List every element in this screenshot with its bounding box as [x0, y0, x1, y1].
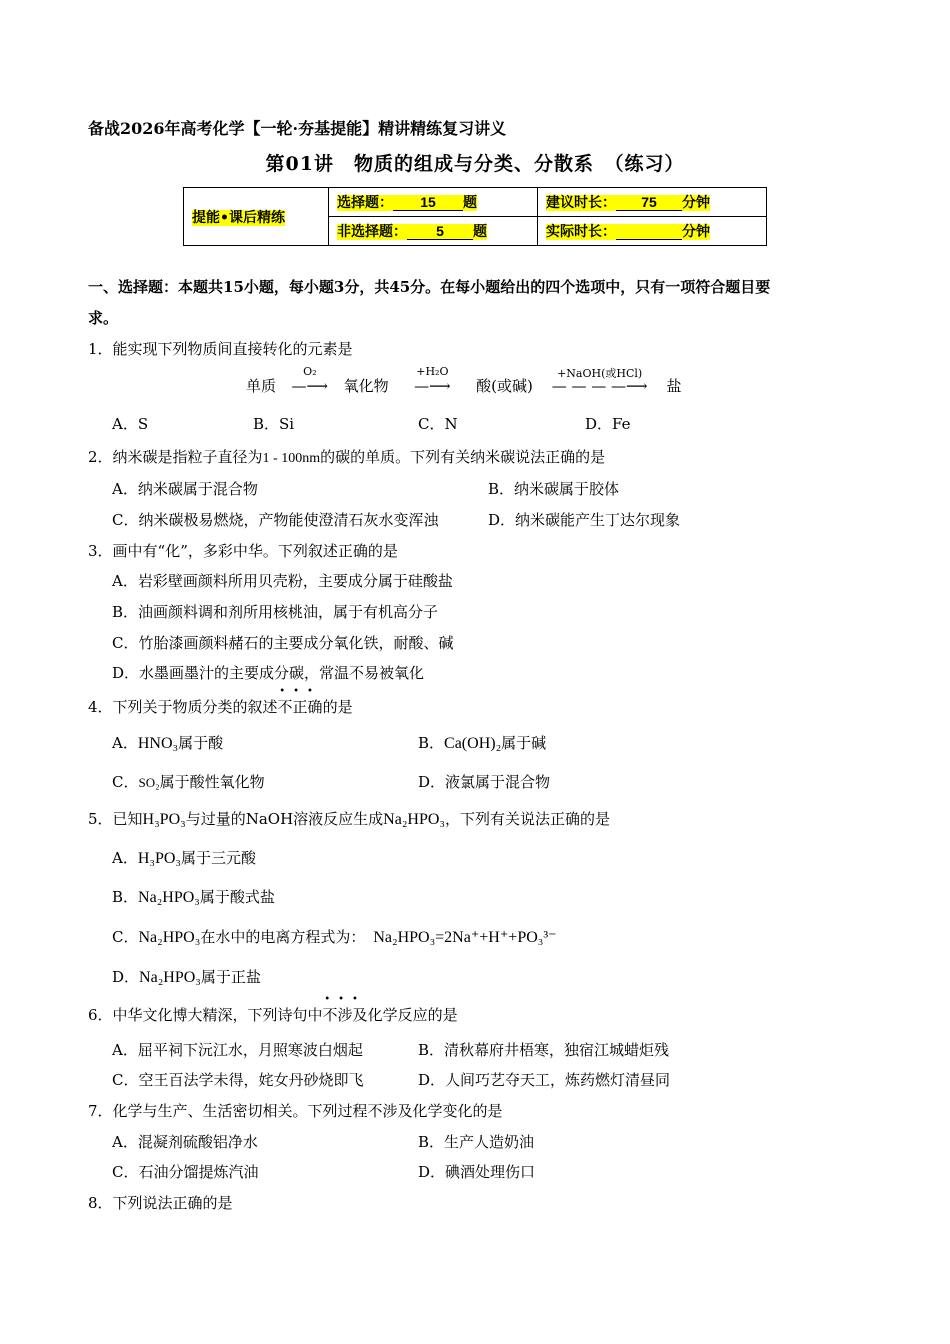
question-5-option-d [112, 966, 261, 987]
question-7-option-a: A．混凝剂硫酸铝净水 [112, 1133, 258, 1151]
arrow-icon: +H₂O —⟶ [393, 377, 471, 395]
stem-text: 与过量的NaOH溶液反应生成 [185, 810, 384, 828]
question-7-option-d: D．碘酒处理伤口 [418, 1163, 536, 1181]
chain-item: 单质 [246, 377, 277, 395]
arrow-icon: +NaOH(或HCl) — — — —⟶ [538, 377, 662, 395]
question-6-option-d: D．人间巧艺夺天工，炼药燃灯清昼同 [418, 1071, 671, 1089]
arrow-icon: O₂ —⟶ [281, 377, 339, 395]
question-5-option-a [112, 847, 256, 868]
option-text: 属于正盐 [200, 968, 261, 986]
formula: Ca(OH)₂ [444, 735, 502, 752]
question-2-option-d: D．纳米碳能产生丁达尔现象 [488, 511, 681, 529]
question-4-option-a [112, 732, 223, 753]
info-label-cell [184, 188, 329, 246]
formula: HNO₃ [137, 735, 179, 752]
stem-text: 5．已知 [88, 810, 143, 828]
formula: Na₂HPO₃ [138, 889, 200, 906]
question-4-option-d: D．液氯属于混合物 [418, 773, 551, 791]
choice-label: 选择题： [337, 195, 393, 211]
question-7-stem: 7．化学与生产、生活密切相关。下列过程不涉及化学变化的是 [88, 1102, 503, 1120]
section-heading-cont: 求。 [88, 309, 119, 327]
question-5-option-c [112, 926, 557, 947]
question-1-stem: 1．能实现下列物质间直接转化的元素是 [88, 340, 353, 358]
question-3-option-b: B．油画颜料调和剂所用核桃油，属于有机高分子 [112, 603, 439, 621]
question-6-stem [88, 994, 458, 1025]
question-7-option-c: C．石油分馏提炼汽油 [112, 1163, 259, 1181]
stem-text: 2．纳米碳是指粒子直径为 [88, 448, 263, 466]
option-letter: A． [112, 734, 138, 752]
nonchoice-unit: 题 [473, 224, 487, 240]
question-1-chain [246, 365, 682, 396]
question-3-option-d: D．水墨画墨汁的主要成分碳，常温不易被氧化 [112, 664, 425, 682]
formula: Na₂HPO₃ [383, 811, 445, 828]
suggest-unit: 分钟 [682, 195, 710, 211]
section-heading: 一、选择题：本题共15小题，每小题3分，共45分。在每小题给出的四个选项中，只有一项符合题目要 [88, 278, 771, 296]
question-2-option-b: B．纳米碳属于胶体 [488, 480, 620, 498]
option-letter: A． [112, 849, 138, 867]
formula: H₃PO₃ [142, 811, 186, 828]
equation: Na₂HPO₃=2Na⁺+H⁺+PO₃³⁻ [373, 929, 557, 946]
suggest-label: 建议时长： [546, 195, 616, 211]
emphasis-dots: ••• 不涉及 [322, 994, 368, 1024]
stem-text: 6．中华文化博大精深，下列诗句中 [88, 1006, 323, 1024]
question-8-stem: 8．下列说法正确的是 [88, 1194, 233, 1212]
stem-text: 的碳的单质。下列有关纳米碳说法正确的是 [320, 448, 606, 466]
question-5-option-b [112, 886, 275, 907]
option-text: 属于酸式盐 [199, 888, 275, 906]
option-text: 属于碱 [501, 734, 547, 752]
stem-text: ，下列有关说法正确的是 [445, 810, 611, 828]
emphasized-text: 不涉及 [322, 1006, 368, 1024]
choice-unit: 题 [463, 195, 477, 211]
option-letter: B． [418, 734, 445, 752]
question-3-stem: 3．画中有“化”，多彩中华。下列叙述正确的是 [88, 542, 398, 560]
chain-item: 盐 [666, 377, 682, 395]
option-letter: B． [112, 888, 139, 906]
nonchoice-count: 5 [407, 223, 473, 240]
question-2-option-c: C．纳米碳极易燃烧，产物能使澄清石灰水变浑浊 [112, 511, 439, 529]
question-5-stem [88, 808, 610, 829]
nonchoice-cell [329, 217, 538, 246]
arrow-label: +H₂O [416, 365, 449, 378]
stem-text: 的是 [322, 698, 353, 716]
series-header: 备战2026年高考化学【一轮·夯基提能】精讲精练复习讲义 [88, 119, 507, 138]
info-table [183, 187, 767, 246]
option-letter: D． [112, 968, 140, 986]
formula: H₃PO₃ [137, 850, 182, 867]
actual-cell [538, 217, 767, 246]
question-1-option-d: D．Fe [585, 415, 631, 433]
emphasis-dots: ••• 不正确 [277, 686, 323, 716]
option-letter: C． [112, 928, 139, 946]
stem-text: 化学反应的是 [367, 1006, 458, 1024]
question-1-option-a: A．S [112, 415, 149, 433]
choice-cell [329, 188, 538, 217]
question-6-option-c: C．空王百法学未得，姹女丹砂烧即飞 [112, 1071, 364, 1089]
option-text: 属于酸性氧化物 [159, 773, 265, 791]
chain-item: 酸(或碱) [476, 377, 533, 395]
question-3-option-a: A．岩彩壁画颜料所用贝壳粉，主要成分属于硅酸盐 [112, 572, 453, 590]
formula: Na₂HPO₃ [138, 929, 201, 946]
info-label: 提能•课后精练 [192, 209, 285, 226]
question-7-option-b: B．生产人造奶油 [418, 1133, 535, 1151]
option-text: 在水中的电离方程式为： [200, 928, 366, 946]
option-text: 属于三元酸 [181, 849, 257, 867]
choice-count: 15 [393, 194, 463, 211]
question-1-option-c: C．N [418, 415, 458, 433]
actual-label: 实际时长： [546, 224, 616, 240]
arrow-label: O₂ [303, 365, 317, 378]
suggest-cell [538, 188, 767, 217]
question-6-option-b: B．清秋幕府井梧寒，独宿江城蜡炬残 [418, 1041, 670, 1059]
stem-math: 1 - 100nm [262, 451, 321, 466]
actual-unit: 分钟 [682, 224, 710, 240]
stem-text: 4．下列关于物质分类的叙述 [88, 698, 278, 716]
emphasized-text: 不正确 [277, 698, 323, 716]
option-text: 属于酸 [178, 734, 224, 752]
suggest-value: 75 [616, 194, 682, 211]
chain-item: 氧化物 [343, 377, 389, 395]
formula: Na₂HPO₃ [139, 969, 201, 986]
question-4-stem [88, 686, 353, 717]
question-2-stem [88, 446, 605, 467]
question-6-option-a: A．屈平祠下沅江水，月照寒波白烟起 [112, 1041, 363, 1059]
nonchoice-label: 非选择题： [337, 224, 407, 240]
actual-value [616, 223, 682, 240]
question-2-option-a: A．纳米碳属于混合物 [112, 480, 258, 498]
formula: SO₂ [138, 775, 160, 790]
question-4-option-b [418, 732, 546, 753]
question-3-option-c: C．竹胎漆画颜料赭石的主要成分氧化铁，耐酸、碱 [112, 634, 454, 652]
question-1-option-b: B．Si [253, 415, 295, 433]
page-title: 第01讲 物质的组成与分类、分散系 （练习） [265, 153, 685, 175]
option-letter: C． [112, 773, 139, 791]
arrow-label: +NaOH(或HCl) [557, 367, 643, 380]
question-4-option-c [112, 771, 265, 792]
